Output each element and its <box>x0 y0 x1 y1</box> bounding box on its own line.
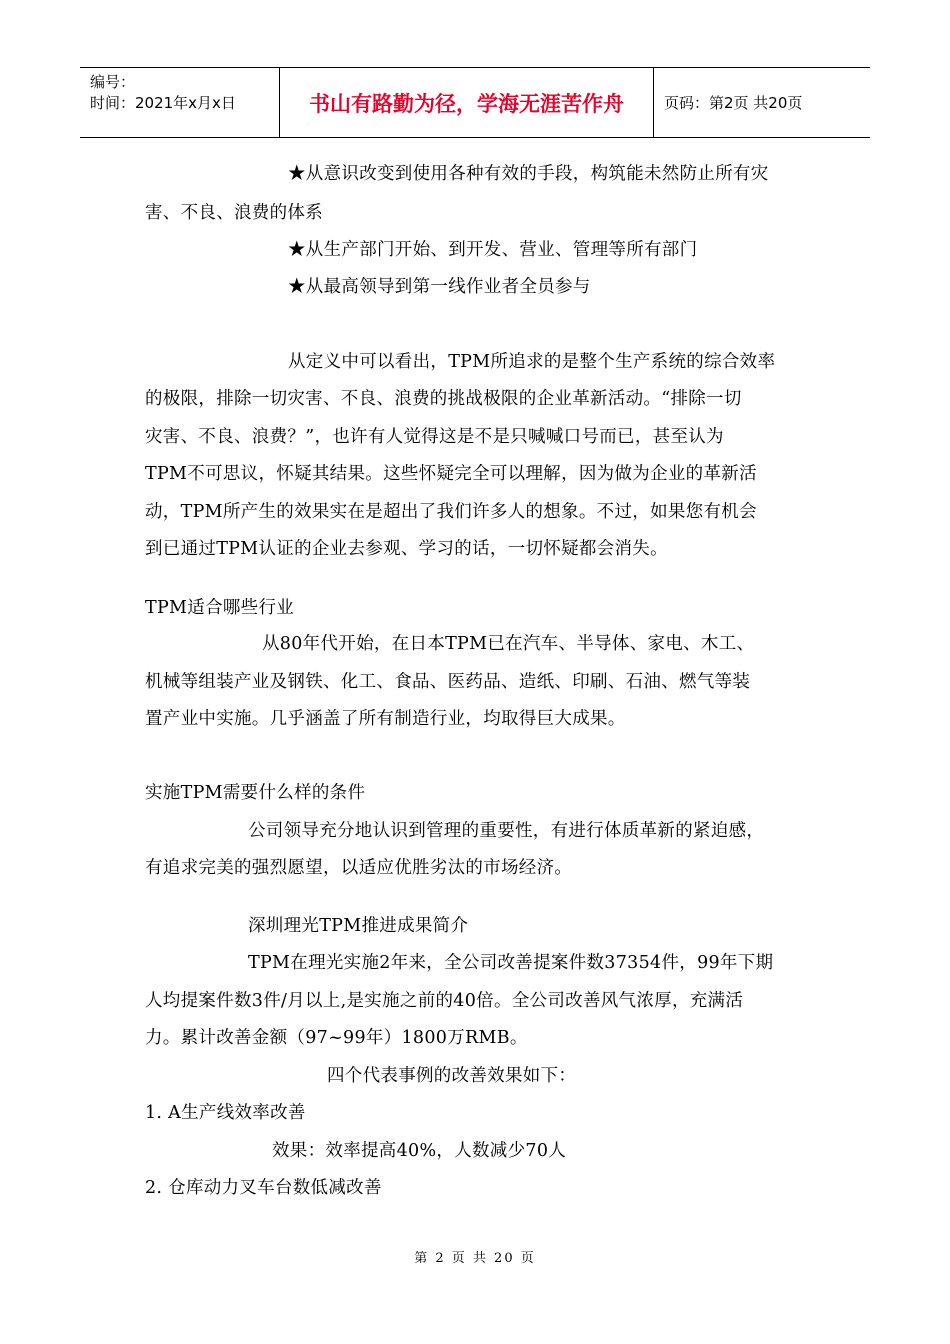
body-line: 人均提案件数3件/月以上,是实施之前的40倍。全公司改善风气浓厚，充满活 <box>145 991 744 1011</box>
body-line: TPM不可思议，怀疑其结果。这些怀疑完全可以理解，因为做为企业的革新活 <box>145 464 757 484</box>
body-line: 效果：效率提高40%，人数减少70人 <box>272 1141 567 1161</box>
body-line: ★从意识改变到使用各种有效的手段，构筑能未然防止所有灾 <box>288 164 769 184</box>
body-line: 从80年代开始，在日本TPM已在汽车、半导体、家电、木工、 <box>262 634 755 654</box>
body-line: 动，TPM所产生的效果实在是超出了我们许多人的想象。不过，如果您有机会 <box>145 502 757 522</box>
body-line: 机械等组装产业及钢铁、化工、食品、医药品、造纸、印刷、石油、燃气等装 <box>145 672 751 692</box>
body-line: 到已通过TPM认证的企业去参观、学习的话，一切怀疑都会消失。 <box>145 539 668 559</box>
header-meta <box>80 68 280 137</box>
section-heading: 深圳理光TPM推进成果简介 <box>248 916 469 936</box>
body-line: 有追求完美的强烈愿望，以适应优胜劣汰的市场经济。 <box>145 858 573 878</box>
header-motto: 书山有路勤为径，学海无涯苦作舟 <box>280 68 654 137</box>
body-line: 灾害、不良、浪费？”，也许有人觉得这是不是只喊喊口号而已，甚至认为 <box>145 427 724 447</box>
list-item: 1. A生产线效率改善 <box>145 1103 306 1123</box>
body-line: 四个代表事例的改善效果如下： <box>327 1066 577 1086</box>
page-footer: 第 2 页 共 20 页 <box>414 1251 536 1266</box>
section-heading: 实施TPM需要什么样的条件 <box>145 783 366 803</box>
body-line: ★从生产部门开始、到开发、营业、管理等所有部门 <box>288 240 698 260</box>
body-line: 力。累计改善金额（97~99年）1800万RMB。 <box>145 1028 528 1048</box>
document-header <box>80 67 870 138</box>
body-line: 从定义中可以看出，TPM所追求的是整个生产系统的综合效率 <box>288 352 776 372</box>
header-page-info: 页码：第2页 共20页 <box>664 94 803 112</box>
time-label: 时间：2021年x月x日 <box>90 94 236 112</box>
body-line: TPM在理光实施2年来，全公司改善提案件数37354件，99年下期 <box>248 953 774 973</box>
body-line: 置产业中实施。几乎涵盖了所有制造行业，均取得巨大成果。 <box>145 709 626 729</box>
section-heading: TPM适合哪些行业 <box>145 598 295 618</box>
body-line: 害、不良、浪费的体系 <box>145 203 323 223</box>
list-item: 2. 仓库动力叉车台数低减改善 <box>145 1178 382 1198</box>
body-line: ★从最高领导到第一线作业者全员参与 <box>288 277 591 297</box>
body-line: 的极限，排除一切灾害、不良、浪费的挑战极限的企业革新活动。“排除一切 <box>145 389 742 409</box>
number-label: 编号： <box>90 73 136 91</box>
body-line: 公司领导充分地认识到管理的重要性，有进行体质革新的紧迫感， <box>248 821 765 841</box>
